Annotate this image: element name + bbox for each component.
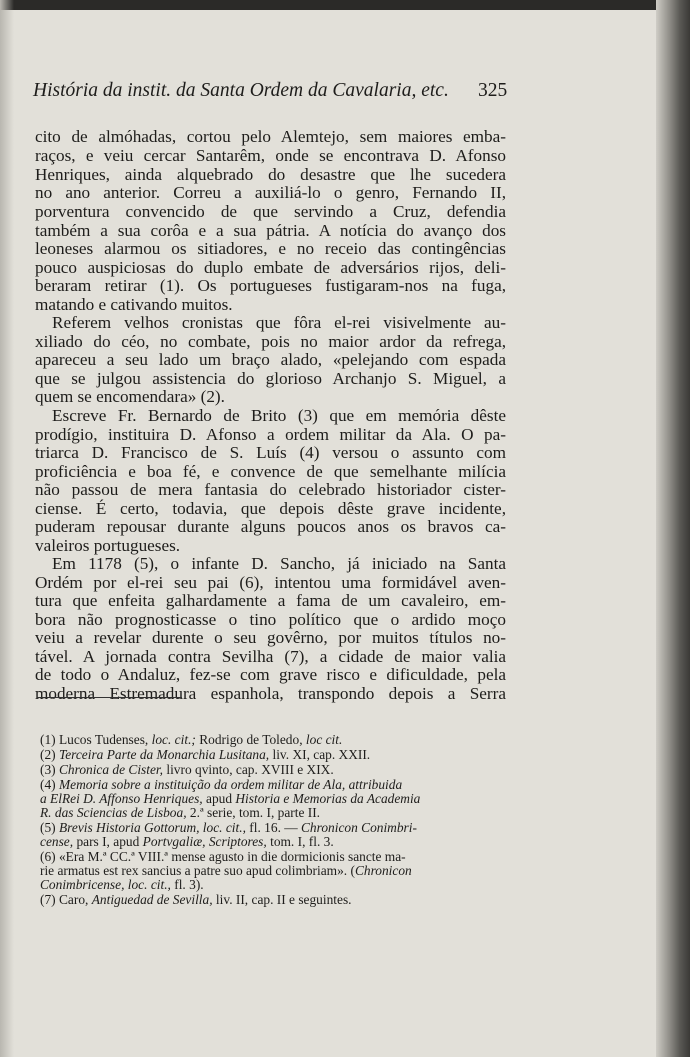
body-line: cito de almóhadas, cortou pelo Alemtejo, sem maiores emba-: [35, 127, 506, 146]
footnote-5: (5) Brevis Historia Gottorum, loc. cit., fl. 16. — Chronicon Conimbri-: [40, 820, 417, 835]
body-line: xiliado do céo, no combate, pois no maior ardor da refrega,: [35, 332, 506, 351]
body-line: bora não prognosticasse o tino político que o ardido moço: [35, 610, 506, 629]
body-line: valeiros portugueses.: [35, 536, 181, 555]
footnote-2: (2) Terceira Parte da Monarchia Lusitana, liv. XI, cap. XXII.: [40, 747, 371, 762]
footnote-4: (4) Memoria sobre a instituição da ordem militar de Ala, attribuida: [40, 777, 403, 792]
footnote-6-continued: rie armatus est rex sancius a patre suo apud colimbriam». (Chronicon: [40, 863, 412, 878]
body-line: matando e cativando muitos.: [35, 295, 233, 314]
body-line: puderam repousar durante alguns poucos anos os bravos ca-: [35, 517, 506, 536]
body-line: moderna Estremadura espanhola, transpondo depois a Serra: [35, 684, 506, 703]
page-number: 325: [478, 80, 508, 101]
body-line: também a sua corôa e a sua pátria. A notícia do avanço dos: [35, 221, 506, 240]
footnote-5-continued: cense, pars I, apud Portvgaliæ, Scriptores, tom. I, fl. 3.: [40, 834, 334, 849]
body-line: de todo o Andaluz, fez-se com grave risco e dificuldade, pela: [35, 665, 506, 684]
footnote-1: (1) Lucos Tudenses, loc. cit.; Rodrigo de Toledo, loc cit.: [40, 732, 343, 747]
body-line: pouco auspiciosas do duplo embate de adversários rijos, deli-: [35, 258, 506, 277]
body-line: leoneses alarmou os sitiadores, e no receio das contingências: [35, 239, 506, 258]
body-line: Henriques, ainda alquebrado do desastre que lhe sucedera: [35, 165, 506, 184]
footnote-separator: [37, 697, 182, 698]
body-line: tura que enfeita galhardamente a fama de um cavaleiro, em-: [35, 591, 506, 610]
footnote-4-continued: R. das Sciencias de Lisboa, 2.ª serie, tom. I, parte II.: [40, 805, 321, 820]
body-line: proficiência e boa fé, e convence de que semelhante milícia: [35, 462, 506, 481]
footnote-7: (7) Caro, Antiguedad de Sevilla, liv. II, cap. II e seguintes.: [40, 892, 352, 907]
body-line: no ano anterior. Correu a auxiliá-lo o genro, Fernando II,: [35, 183, 506, 202]
body-line: triarca D. Francisco de S. Luís (4) versou o assunto com: [35, 443, 506, 462]
body-line: não passou de mera fantasia do celebrado historiador cister-: [35, 480, 506, 499]
running-header: História da instit. da Santa Ordem da Cavalaria, etc.: [33, 80, 449, 101]
body-line: tável. A jornada contra Sevilha (7), a cidade de maior valia: [35, 647, 506, 666]
body-line: prodígio, instituira D. Afonso a ordem militar da Ala. O pa-: [35, 425, 506, 444]
body-line: ciense. É certo, todavia, que depois dêste grave incidente,: [35, 499, 506, 518]
body-line: apareceu a seu lado um braço alado, «pelejando com espada: [35, 350, 506, 369]
body-line: raços, e veiu cercar Santarêm, onde se encontrava D. Afonso: [35, 146, 506, 165]
body-line: beraram retirar (1). Os portugueses fustigaram-nos na fuga,: [35, 276, 506, 295]
footnote-3: (3) Chronica de Cister, livro qvinto, cap. XVIII e XIX.: [40, 762, 334, 777]
body-line: que se julgou assistencia do glorioso Archanjo S. Miguel, a: [35, 369, 506, 388]
body-line: Escreve Fr. Bernardo de Brito (3) que em memória dêste: [52, 406, 506, 425]
book-spine-edge: [656, 0, 690, 1057]
body-line: Referem velhos cronistas que fôra el-rei visivelmente au-: [52, 313, 506, 332]
footnote-4-continued: a ElRei D. Affonso Henriques, apud Historia e Memorias da Academia: [40, 791, 421, 806]
footnote-6-continued: Conimbricense, loc. cit., fl. 3).: [40, 877, 204, 892]
footnote-6: (6) «Era M.ª CC.ª VIII.ª mense agusto in die dormicionis sancte ma-: [40, 849, 406, 864]
body-line: Ordém por el-rei seu pai (6), intentou uma formidável aven-: [35, 573, 506, 592]
body-line: quem se encomendara» (2).: [35, 387, 225, 406]
body-line: porventura convencido de que servindo a Cruz, defendia: [35, 202, 506, 221]
body-line: veiu a revelar durente o seu govêrno, por muitos títulos no-: [35, 628, 506, 647]
body-line: Em 1178 (5), o infante D. Sancho, já iniciado na Santa: [52, 554, 506, 573]
